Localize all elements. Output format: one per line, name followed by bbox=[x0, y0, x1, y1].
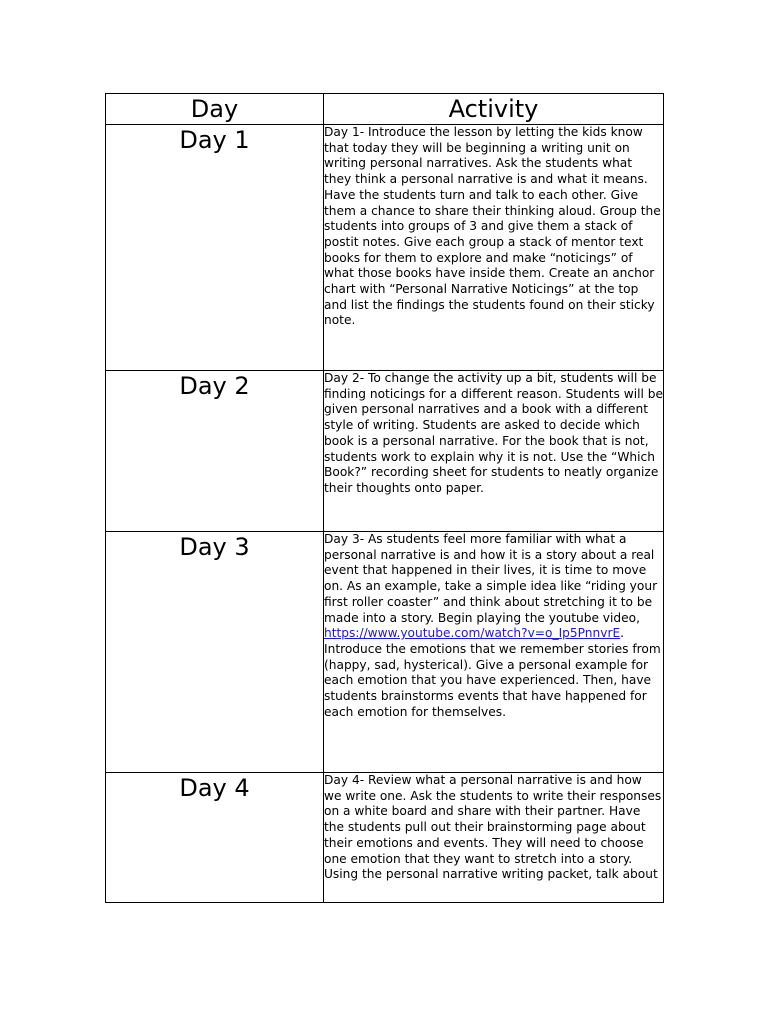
day-label: Day 2 bbox=[179, 372, 250, 400]
activity-text-after-link: . Introduce the emotions that we remember stories from (happy, sad, hysterical). Give a personal example for each emotion that you have experienced. Then, have students brainstorms events that have happened for each emotion for themselves. bbox=[324, 626, 661, 719]
activity-text-before-link: Day 3- As students feel more familiar with what a personal narrative is and how it is a story about a real event that happened in their lives, it is time to move on. As an example, take a simple idea like “riding your first roller coaster” and think about stretching it to be made into a story. Begin playing the youtube video, bbox=[324, 532, 658, 625]
activity-text-clip bbox=[324, 773, 663, 898]
table-row bbox=[106, 371, 664, 532]
activity-cell bbox=[324, 371, 664, 532]
day-cell bbox=[106, 773, 324, 903]
activity-text: Day 1- Introduce the lesson by letting the kids know that today they will be beginning a writing unit on writing personal narratives. Ask the students what they think a personal narrative is and what it means. Have the students turn and talk to each other. Give them a chance to share their thinking aloud. Group the students into groups of 3 and give them a stack of postit notes. Give each group a stack of mentor text books for them to explore and make “noticings” of what those books have inside them. Create an anchor chart with “Personal Narrative Noticings” at the top and list the findings the students found on their sticky note. bbox=[324, 125, 661, 328]
activity-column-header: Activity bbox=[324, 94, 664, 125]
day-label: Day 1 bbox=[179, 126, 250, 154]
activity-text: Day 2- To change the activity up a bit, students will be finding noticings for a different reason. Students will be given personal narratives and a book with a different style of writing. Students are asked to decide which book is a personal narrative. For the book that is not, students work to explain why it is not. Use the “Which Book?” recording sheet for students to neatly organize their thoughts onto paper. bbox=[324, 371, 664, 495]
youtube-video-link[interactable]: https://www.youtube.com/watch?v=o_Ip5PnnvrE bbox=[324, 626, 621, 641]
activity-text bbox=[324, 532, 663, 720]
table-row bbox=[106, 532, 664, 773]
lesson-plan-table bbox=[105, 93, 664, 903]
activity-cell bbox=[324, 125, 664, 371]
day-cell bbox=[106, 532, 324, 773]
activity-cell bbox=[324, 532, 664, 773]
activity-text: Day 4- Review what a personal narrative is and how we write one. Ask the students to write their responses on a white board and share with their partner. Have the students pull out their brainstorming page about their emotions and events. They will need to choose one emotion that they want to stretch into a story. Using the personal narrative writing packet, talk about bbox=[324, 773, 662, 882]
table-row bbox=[106, 773, 664, 903]
day-column-header: Day bbox=[106, 94, 324, 125]
activity-cell bbox=[324, 773, 664, 903]
day-label: Day 3 bbox=[179, 533, 250, 561]
day-cell bbox=[106, 125, 324, 371]
table-header-row bbox=[106, 94, 664, 125]
day-cell bbox=[106, 371, 324, 532]
day-label: Day 4 bbox=[179, 774, 250, 802]
table-row bbox=[106, 125, 664, 371]
